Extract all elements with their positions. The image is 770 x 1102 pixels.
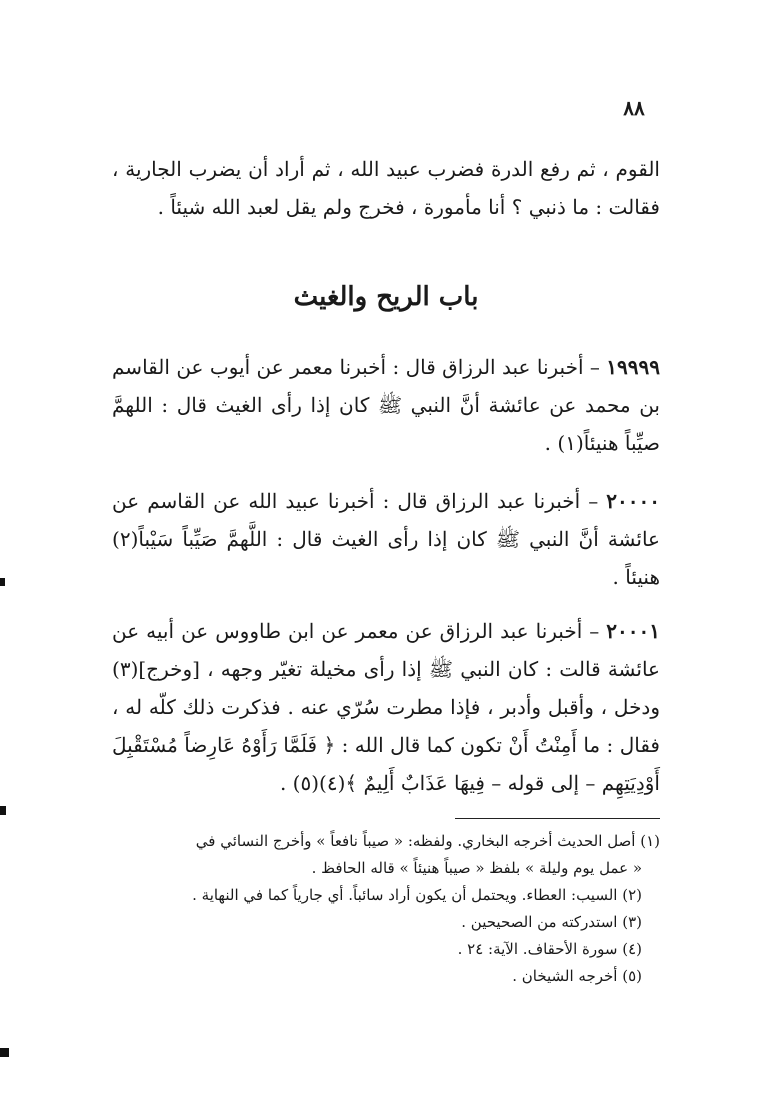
hadith-text: – أخبرنا عبد الرزاق عن معمر عن ابن طاووس عن أبيه عن عائشة قالت : كان النبي ﷺ إذا رأى مخيلة تغيّر وجهه ، [وخرج](٣) ودخل ، وأقبل وأدبر ، فإذا مطرت سُرّي عنه . فذكرت ذلك كلّه له ، فقال : ما أَمِنْتُ أَنْ تكون كما قال الله : ﴿ فَلَمَّا رَأَوْهُ عَارِضاً مُسْتَقْبِلَ أَوْدِيَتِهِم – إلى قوله – فِيهَا عَذَابٌ أَلِيمٌ ﴾(٤)(٥) . <box>112 619 660 795</box>
hadith-number: ١٩٩٩٩ <box>606 355 660 379</box>
hadith-number: ٢٠٠٠١ <box>606 619 660 643</box>
hadith-paragraph <box>112 348 660 462</box>
hadith-number: ٢٠٠٠٠ <box>606 489 660 513</box>
scan-edge-mark <box>0 806 6 815</box>
hadith-paragraph <box>112 482 660 596</box>
hadith-text: – أخبرنا عبد الرزاق قال : أخبرنا معمر عن أيوب عن القاسم بن محمد عن عائشة أنَّ النبي ﷺ كان إذا رأى الغيث قال : اللهمَّ صيِّباً هنيئاً(١) . <box>112 355 660 455</box>
footnotes <box>112 828 660 990</box>
hadith-paragraph <box>112 612 660 802</box>
footnote: (٥) أخرجه الشيخان . <box>512 967 642 985</box>
scan-edge-mark <box>0 578 5 586</box>
hadith-entry <box>112 348 660 462</box>
footnote: (٢) السيب: العطاء. ويحتمل أن يكون أراد سائباً. أي جارياً كما في النهاية . <box>192 886 642 904</box>
footnote: (٣) استدركته من الصحيحين . <box>461 913 642 931</box>
intro-text: القوم ، ثم رفع الدرة فضرب عبيد الله ، ثم أراد أن يضرب الجارية ، فقالت : ما ذنبي ؟ أنا مأمورة ، فخرج ولم يقل لعبد الله شيئاً . <box>112 157 660 219</box>
footnote: (٤) سورة الأحقاف. الآية: ٢٤ . <box>457 940 642 958</box>
page-number: ٨٨ <box>623 96 645 120</box>
hadith-entry <box>112 612 660 802</box>
footnote-continuation: « عمل يوم وليلة » بلفظ « صيباً هنيئاً » قاله الحافظ . <box>311 859 642 877</box>
hadith-text: – أخبرنا عبد الرزاق قال : أخبرنا عبيد الله عن القاسم عن عائشة أنَّ النبي ﷺ كان إذا رأى الغيث قال : اللَّهمَّ صَيِّباً سَيْباً(٢) هنيئاً . <box>112 489 660 589</box>
intro-paragraph <box>112 150 660 226</box>
footnote-divider <box>455 818 660 819</box>
scan-edge-mark <box>0 1048 9 1057</box>
hadith-entry <box>112 482 660 596</box>
footnote: (١) أصل الحديث أخرجه البخاري. ولفظه: « صيباً نافعاً » وأخرج النسائي في <box>195 832 660 850</box>
chapter-title: باب الريح والغيث <box>293 282 479 312</box>
